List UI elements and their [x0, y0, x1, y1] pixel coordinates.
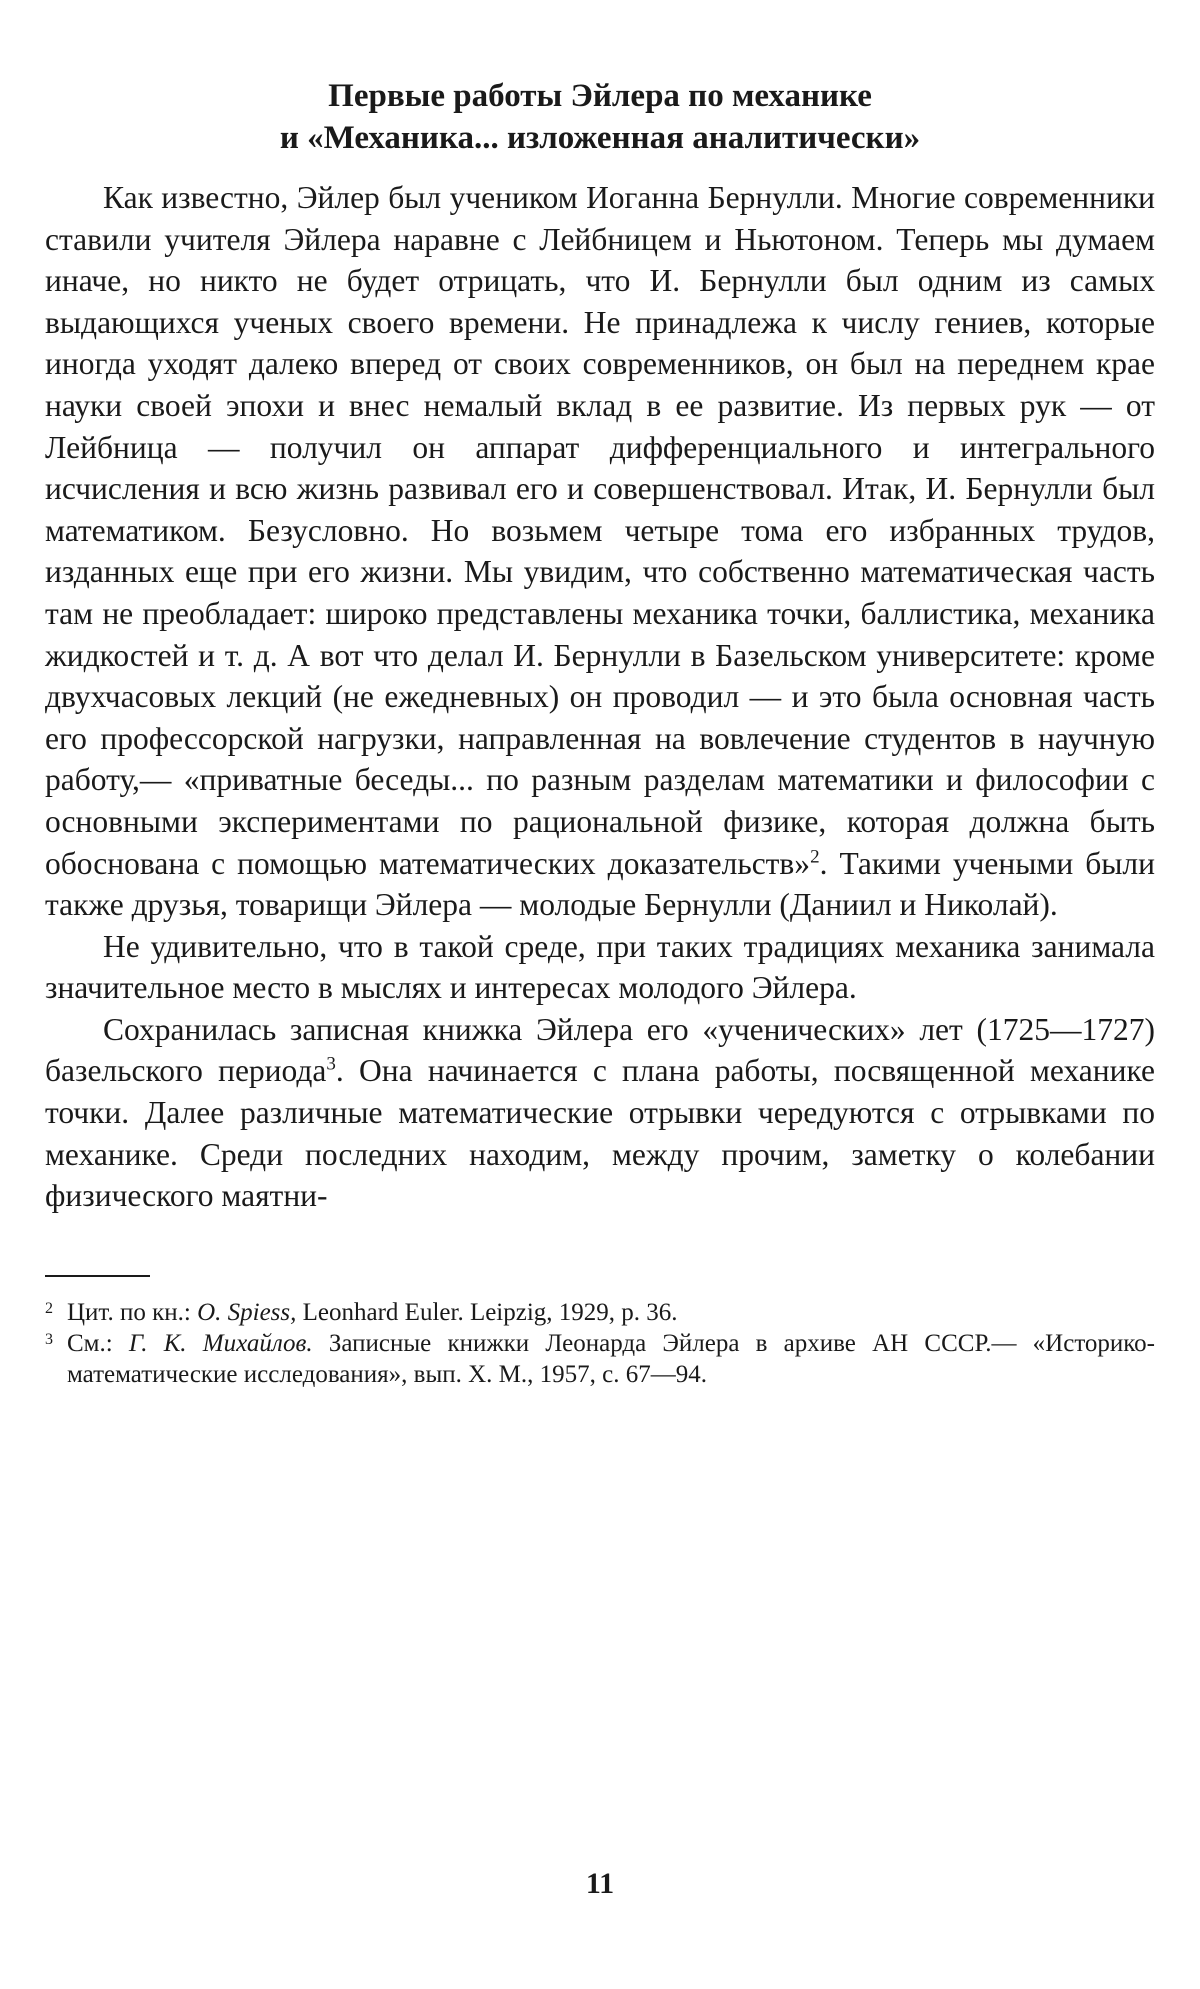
- footnote-author: O. Spiess,: [197, 1298, 297, 1326]
- body-text: [45, 177, 1155, 1217]
- paragraph-1-text: Как известно, Эйлер был учеником Иоганна Бернулли. Многие современники ставили учителя Эйлера наравне с Лейбницем и Ньютоном. Теперь мы думаем иначе, но никто не будет отрицать, что И. Бернулли был одним из самых выдающихся ученых своего времени. Не принадлежа к числу гениев, которые иногда уходят далеко вперед от своих современников, он был на переднем крае науки своей эпохи и внес немалый вклад в ее развитие. Из первых рук — от Лейбница — получил он аппарат дифференциального и интегрального исчисления и всю жизнь развивал его и совершенствовал. Итак, И. Бернулли был математиком. Безусловно. Но возьмем четыре тома его избранных трудов, изданных еще при его жизни. Мы увидим, что собственно математическая часть там не преобладает: широко представлены механика точки, баллистика, механика жидкостей и т. д. А вот что делал И. Бернулли в Базельском университете: кроме двухчасовых лекций (не ежедневных) он проводил — и это была основная часть его профессорской нагрузки, направленная на вовлечение студентов в научную работу,— «приватные беседы... по разным разделам математики и философии с основными экспериментами по рациональной физике, которая должна быть обоснована с помощью математических доказательств»: [45, 180, 1155, 881]
- paragraph-3-text: Сохранилась записная книжка Эйлера его «ученических» лет (1725—1727) базельского периода: [45, 1011, 1155, 1089]
- section-title-line-1: Первые работы Эйлера по механике: [328, 78, 872, 114]
- footnote-separator: [45, 1275, 150, 1277]
- paragraph-1-continuation: . Такими учеными были также друзья, товарищи Эйлера — молодые Бернулли (Даниил и Николай).: [45, 845, 1155, 923]
- footnote-mark: 2: [45, 1299, 53, 1317]
- paragraph-3-continuation: . Она начинается с плана работы, посвященной механике точки. Далее различные математические отрывки чередуются с отрывками по механике. Среди последних находим, между прочим, заметку о колебании физического маятни-: [45, 1053, 1155, 1214]
- paragraph-1: [45, 177, 1155, 926]
- footnote-ref-3: 3: [326, 1053, 336, 1075]
- footnote-author: Г. К. Михайлов.: [128, 1329, 313, 1357]
- book-page: [45, 75, 1155, 1390]
- footnote-citation: Записные книжки Леонарда Эйлера в архиве АН СССР.— «Историко-математические исследования», вып. X. М., 1957, с. 67—94.: [67, 1329, 1155, 1388]
- footnote-3: [45, 1328, 1155, 1390]
- footnote-2: [45, 1297, 1155, 1328]
- paragraph-3: [45, 1009, 1155, 1217]
- footnote-prefix: См.:: [67, 1329, 129, 1357]
- footnote-prefix: Цит. по кн.:: [67, 1298, 198, 1326]
- footnote-mark: 3: [45, 1330, 53, 1348]
- footnote-text: [67, 1328, 1155, 1390]
- footnote-text: [67, 1297, 1155, 1328]
- footnote-ref-2: 2: [810, 846, 820, 867]
- section-title: [45, 75, 1155, 159]
- footnotes: [45, 1297, 1155, 1390]
- section-title-line-2: и «Механика... изложенная аналитически»: [279, 120, 921, 156]
- paragraph-2-text: Не удивительно, что в такой среде, при таких традициях механика занимала значительное место в мыслях и интересах молодого Эйлера.: [45, 928, 1155, 1006]
- footnote-citation: Leonhard Euler. Leipzig, 1929, p. 36.: [296, 1298, 678, 1326]
- paragraph-2: [45, 926, 1155, 1009]
- page-number: 11: [585, 1867, 615, 1900]
